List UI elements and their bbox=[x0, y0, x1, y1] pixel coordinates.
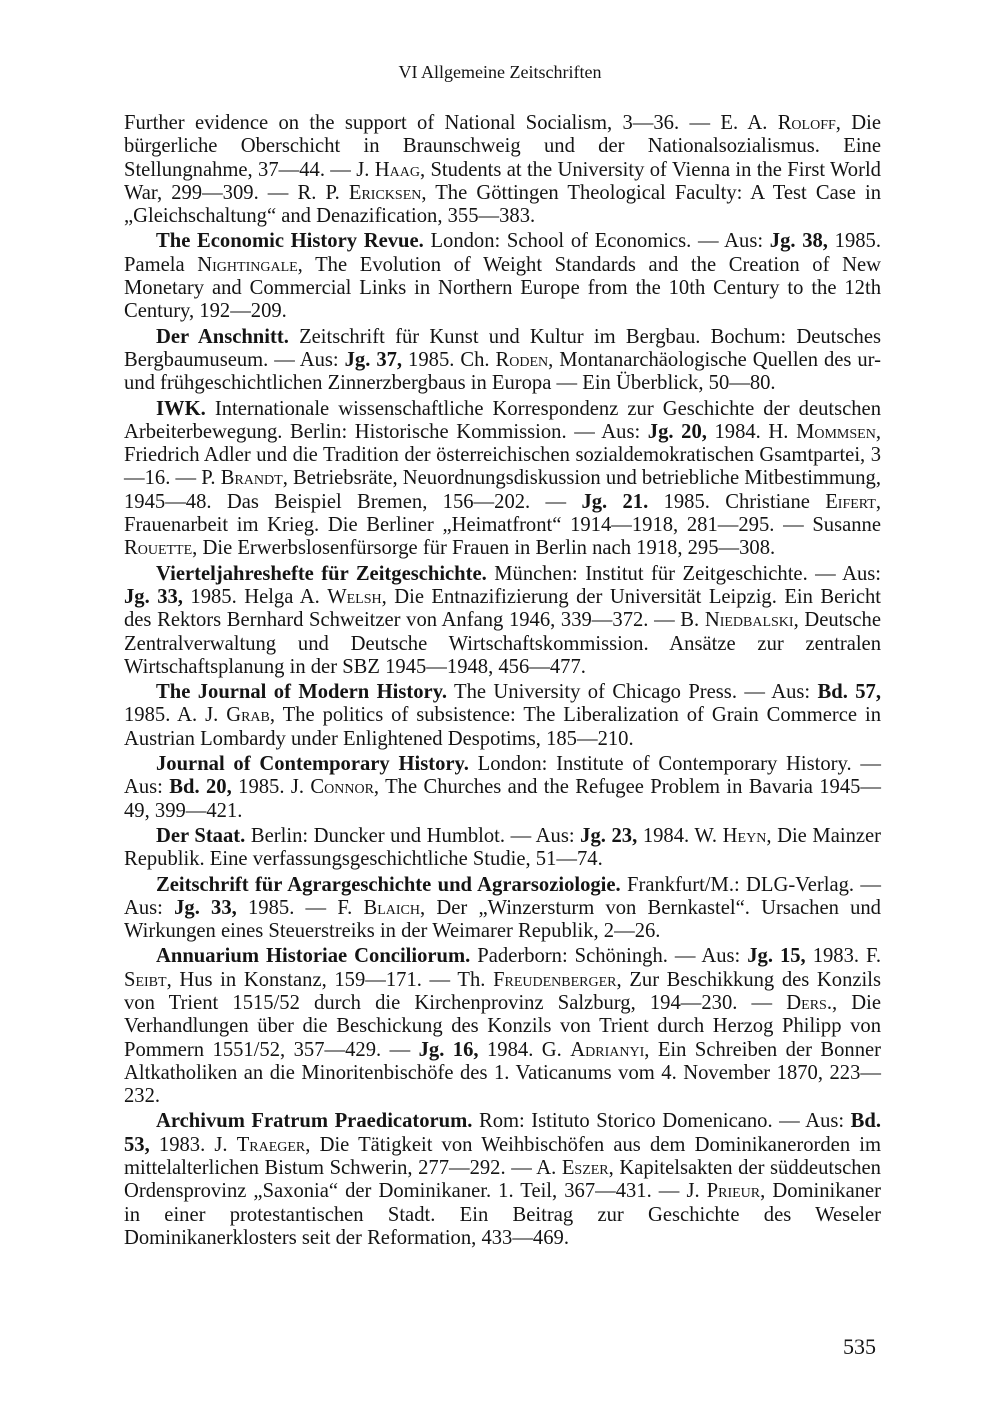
text-segment: Berlin: Duncker und Humblot. — Aus: bbox=[245, 824, 581, 847]
author-name: Mommsen bbox=[796, 420, 876, 443]
bold-segment: Jg. 16, bbox=[418, 1038, 479, 1061]
text-segment: 1985. J. bbox=[231, 776, 311, 799]
text-segment: Zeitschrift für Kunst und Kultur im Bergbau. Bochum: Deutsches Bergbaumuseum. — Aus: bbox=[124, 325, 881, 371]
journal-entry bbox=[124, 874, 881, 944]
text-segment: , Deutsche Zentralverwaltung und Deutsche Wirtschaftskommission. Ansätze zur zentralen Wirtschaftsplanung in der SBZ 1945—1948, 456—477. bbox=[124, 609, 881, 678]
text-segment: , Friedrich Adler und die Tradition der österreichischen sozialdemokratischen Gsamtpartei, 3—16. — P. bbox=[124, 420, 881, 490]
author-name: Grab bbox=[226, 704, 270, 727]
author-name: Heyn bbox=[722, 824, 767, 847]
text-segment: 1983. F. bbox=[805, 945, 881, 968]
text-segment: , Betriebsräte, Neuordnungsdiskussion und betriebliche Mitbestimmung, 1945—48. Das Beispiel Bremen, 156—202. — bbox=[124, 467, 881, 513]
bold-segment: Jg. 15, bbox=[747, 945, 806, 968]
text-segment: , Frauenarbeit im Krieg. Die Berliner „Heimatfront“ 1914—1918, 281—295. — Susanne bbox=[124, 490, 881, 537]
author-name: Traeger bbox=[236, 1133, 306, 1156]
author-name: Adrianyi bbox=[570, 1038, 645, 1061]
author-name: Prieur bbox=[706, 1180, 761, 1203]
bold-segment: Bd. 53, bbox=[124, 1110, 881, 1156]
author-name: Haag bbox=[374, 158, 420, 181]
text-segment: 1985. A. J. bbox=[124, 704, 227, 727]
text-segment: , Die Mainzer Republik. Eine verfassungsgeschichtliche Studie, 51—74. bbox=[124, 824, 882, 871]
text-segment: 1985. Pamela bbox=[124, 230, 881, 276]
journal-entry bbox=[124, 326, 881, 396]
author-name: Eifert bbox=[825, 490, 876, 513]
journal-entry bbox=[124, 753, 881, 823]
text-segment: , Students at the University of Vienna in the First World War, 299—309. — R. P. bbox=[124, 158, 881, 204]
journal-entry bbox=[124, 1110, 881, 1250]
bold-segment: Annuarium Historiae Conciliorum. bbox=[156, 945, 471, 968]
text-segment: , Ein Schreiben der Bonner Altkatholiken an die Minoritenbischöfe des 1. Vaticanums vom 4. November 1870, 223—232. bbox=[124, 1038, 882, 1108]
bold-segment: IWK. bbox=[156, 397, 206, 420]
bold-segment: Bd. 20, bbox=[169, 776, 232, 799]
text-segment: München: Institut für Zeitgeschichte. — Aus: bbox=[486, 562, 881, 585]
text-segment: Further evidence on the support of National Socialism, 3—36. — E. A. bbox=[124, 112, 778, 134]
bold-segment: Journal of Contemporary History. bbox=[156, 753, 469, 776]
author-name: Nightingale bbox=[197, 253, 298, 276]
text-segment: 1985. Ch. bbox=[402, 348, 496, 371]
author-name: Roden bbox=[495, 348, 549, 371]
journal-entry bbox=[124, 825, 881, 872]
bold-segment: The Journal of Modern History. bbox=[156, 681, 447, 704]
journal-entry bbox=[124, 230, 881, 323]
bold-segment: Zeitschrift für Agrargeschichte und Agrarsoziologie. bbox=[156, 873, 621, 896]
text-segment: , The Evolution of Weight Standards and the Creation of New Monetary and Commercial Links in Northern Europe from the 10th Century to the 12th Century, 192—209. bbox=[124, 253, 881, 323]
author-name: Freudenberger bbox=[493, 968, 617, 991]
text-segment: , Die bürgerliche Oberschicht in Braunschweig und der Nationalsozialismus. Eine Stellungnahme, 37—44. — J. bbox=[124, 112, 882, 181]
text-segment: , Der „Winzersturm von Bernkastel“. Ursachen und Wirkungen eines Steuerstreiks in der Weimarer Republik, 2—26. bbox=[124, 896, 881, 943]
text-segment: 1985. — F. bbox=[236, 896, 364, 919]
author-name: Ericksen bbox=[348, 181, 422, 204]
text-segment: , Kapitelsakten der süddeutschen Ordensprovinz „Saxonia“ der Dominikaner. 1. Teil, 367—431. — J. bbox=[124, 1157, 881, 1203]
author-name: Ders. bbox=[786, 991, 832, 1014]
bold-segment: Der Anschnitt. bbox=[156, 325, 289, 348]
text-segment: , The politics of subsistence: The Liberalization of Grain Commerce in Austrian Lombardy under Enlightened Despotims, 185—210. bbox=[124, 704, 881, 750]
author-name: Niedbalski bbox=[704, 609, 794, 632]
text-segment: 1983. J. bbox=[149, 1133, 237, 1156]
bold-segment: Archivum Fratrum Praedicatorum. bbox=[156, 1110, 473, 1133]
author-name: Welsh bbox=[327, 585, 382, 608]
text-segment: , Dominikaner in einer protestantischen Stadt. Ein Beitrag zur Geschichte des Weseler Dominikanerklosters seit der Reformation, 433—469. bbox=[124, 1180, 881, 1249]
text-segment: The University of Chicago Press. — Aus: bbox=[447, 681, 818, 704]
journal-entry bbox=[124, 945, 881, 1108]
bold-segment: Jg. 38, bbox=[769, 230, 828, 253]
bold-segment: Jg. 20, bbox=[647, 420, 707, 443]
bold-segment: Jg. 21. bbox=[581, 490, 649, 513]
text-segment: , Die Erwerbslosenfürsorge für Frauen in Berlin nach 1918, 295—308. bbox=[192, 537, 776, 560]
text-segment: 1984. W. bbox=[637, 824, 723, 847]
bold-segment: Der Staat. bbox=[156, 824, 246, 847]
journal-entry bbox=[124, 681, 881, 751]
continued-entry bbox=[124, 112, 881, 228]
bold-segment: The Economic History Revue. bbox=[156, 230, 424, 253]
bold-segment: Vierteljahreshefte für Zeitgeschichte. bbox=[156, 562, 487, 585]
text-segment: , Zur Beschikkung des Konzils von Trient 1515/52 durch die Kirchenprovinz Salzburg, 194—230. — bbox=[124, 968, 882, 1014]
text-segment: 1985. Helga A. bbox=[182, 585, 328, 608]
text-segment: , Die Entnazifizierung der Universität Leipzig. Ein Bericht des Rektors Bernhard Schweitzer von Anfang 1946, 339—372. — B. bbox=[124, 585, 881, 632]
running-head: VI Allgemeine Zeitschriften bbox=[398, 62, 602, 82]
bold-segment: Bd. 57, bbox=[817, 681, 881, 704]
author-name: Blaich bbox=[363, 896, 421, 919]
text-segment: Frankfurt/M.: DLG-Verlag. — Aus: bbox=[124, 873, 881, 919]
text-segment: London: Institute of Contemporary History. — Aus: bbox=[124, 753, 881, 799]
text-segment: Internationale wissenschaftliche Korrespondenz zur Geschichte der deutschen Arbeiterbewegung. Berlin: Historische Kommission. — Aus: bbox=[124, 397, 881, 443]
journal-entry bbox=[124, 398, 881, 561]
text-segment: , Montanarchäologische Quellen des ur- und frühgeschichtlichen Zinnerzbergbaus in Europa — Ein Überblick, 50—80. bbox=[124, 348, 881, 395]
bold-segment: Jg. 33, bbox=[124, 585, 183, 608]
text-segment: , Hus in Konstanz, 159—171. — Th. bbox=[166, 968, 494, 991]
journal-entry bbox=[124, 563, 881, 679]
author-name: Roloff bbox=[777, 112, 836, 134]
text-segment: , Die Verhandlungen über die Beschickung des Konzils von Trient durch Herzog Philipp von Pommern 1551/52, 357—429. — bbox=[124, 991, 881, 1061]
text-segment: London: School of Economics. — Aus: bbox=[423, 230, 770, 253]
text-segment: , The Göttingen Theological Faculty: A Test Case in „Gleichschaltung“ and Denazification, 355—383. bbox=[124, 181, 881, 228]
bold-segment: Jg. 23, bbox=[580, 824, 638, 847]
author-name: Connor bbox=[310, 776, 374, 799]
page-number: 535 bbox=[843, 1334, 876, 1359]
bold-segment: Jg. 37, bbox=[344, 348, 403, 371]
author-name: Seibt bbox=[124, 968, 167, 991]
text-segment: 1984. G. bbox=[478, 1038, 571, 1061]
author-name: Eszer bbox=[561, 1157, 609, 1180]
text-segment: Rom: Istituto Storico Domenicano. — Aus: bbox=[472, 1110, 851, 1133]
author-name: Rouette bbox=[124, 537, 193, 560]
text-segment: , Die Tätigkeit von Weihbischöfen aus dem Dominikanerorden im mittelalterlichen Bistum Schwerin, 277—292. — A. bbox=[124, 1133, 881, 1180]
text-segment: , The Churches and the Refugee Problem in Bavaria 1945—49, 399—421. bbox=[124, 776, 882, 822]
bibliography-body bbox=[124, 112, 881, 1252]
text-segment: 1984. H. bbox=[706, 420, 797, 443]
author-name: Brandt bbox=[220, 467, 283, 490]
text-segment: Paderborn: Schöningh. — Aus: bbox=[470, 945, 748, 968]
text-segment: 1985. Christiane bbox=[648, 490, 826, 513]
bold-segment: Jg. 33, bbox=[174, 896, 237, 919]
